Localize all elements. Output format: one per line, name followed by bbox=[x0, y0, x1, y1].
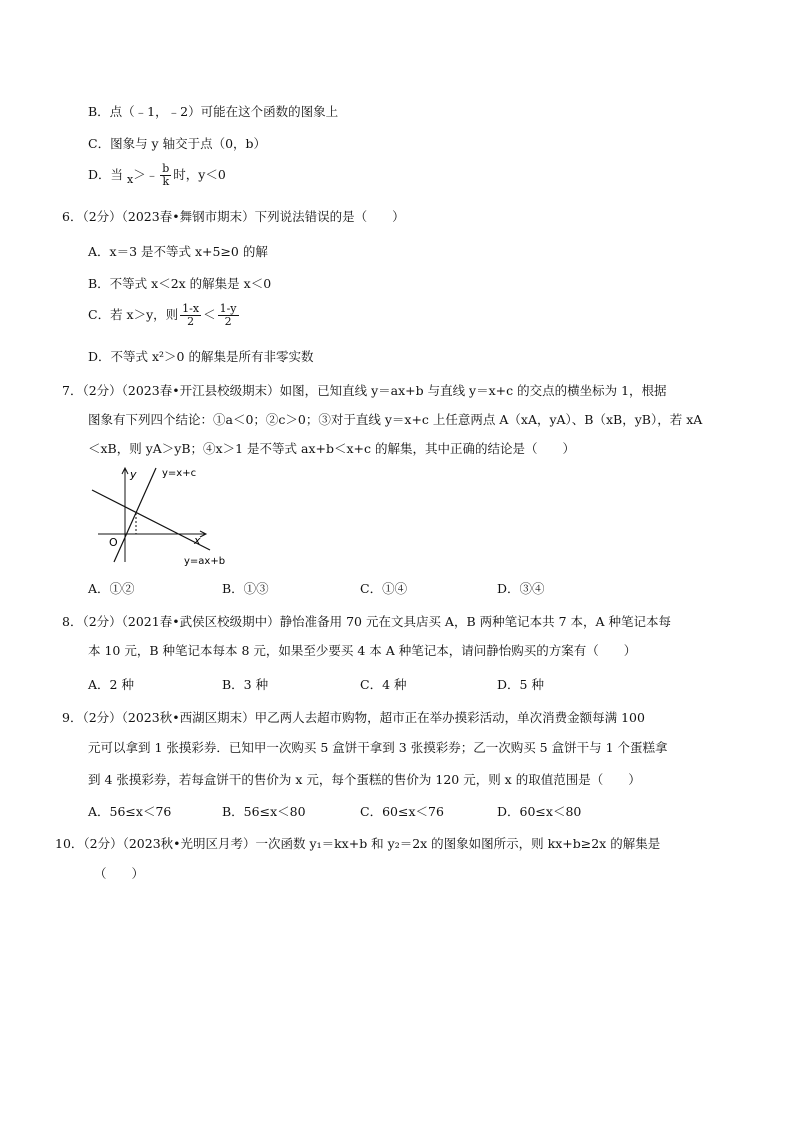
q6-option-d: D．不等式 x²＞0 的解集是所有非零实数 bbox=[88, 349, 314, 364]
q6-stem: 6．（2分）（2023春•舞钢市期末）下列说法错误的是（ ） bbox=[62, 209, 405, 224]
line-y-x-plus-c bbox=[114, 468, 156, 562]
q7-option-a: A．①② bbox=[88, 581, 135, 596]
q8-option-b: B．3 种 bbox=[222, 677, 269, 692]
q9-option-d: D．60≤x＜80 bbox=[497, 804, 582, 819]
q7-option-b: B．①③ bbox=[222, 581, 269, 596]
q5-option-d-suffix: 时，y＜0 bbox=[173, 167, 226, 182]
q8-option-d: D．5 种 bbox=[497, 677, 544, 692]
q5-option-c: C．图象与 y 轴交于点（0，b） bbox=[88, 136, 267, 151]
q8-option-a: A．2 种 bbox=[88, 677, 134, 692]
q6-option-c-fraction-1 bbox=[180, 303, 201, 328]
fraction-denominator: 2 bbox=[187, 315, 195, 328]
q8-stem-line2: 本 10 元，B 种笔记本每本 8 元，如果至少要买 4 本 A 种笔记本，请问静怡购买的方案有（ ） bbox=[88, 643, 637, 658]
graph-label-y: y bbox=[130, 468, 137, 481]
q6-option-c-fraction-2 bbox=[218, 303, 239, 328]
q6-option-a: A．x＝3 是不等式 x+5≥0 的解 bbox=[88, 244, 268, 259]
fraction-denominator: k bbox=[162, 175, 170, 188]
graph-label-origin: O bbox=[109, 536, 118, 549]
q9-stem-line3: 到 4 张摸彩券，若每盒饼干的售价为 x 元，每个蛋糕的售价为 120 元，则 x 的取值范围是（ ） bbox=[88, 772, 641, 787]
q6-option-c bbox=[88, 303, 241, 328]
q7-option-d: D．③④ bbox=[497, 581, 545, 596]
q8-option-c: C．4 种 bbox=[360, 677, 407, 692]
q9-stem-line1: 9．（2分）（2023秋•西湖区期末）甲乙两人去超市购物，超市正在举办摸彩活动，单次消费金额每满 100 bbox=[62, 710, 645, 725]
q5-option-d-x: x bbox=[127, 173, 134, 186]
graph-label-x: x bbox=[194, 534, 201, 547]
q9-option-b: B．56≤x＜80 bbox=[222, 804, 306, 819]
q5-option-d-gt: ＞﹣ bbox=[133, 167, 159, 182]
graph-label-line-x-plus-c: y=x+c bbox=[162, 468, 197, 479]
q7-graph bbox=[88, 462, 248, 572]
q10-stem-line1: 10．（2分）（2023秋•光明区月考）一次函数 y₁＝kx+b 和 y₂＝2x 的图象如图所示，则 kx+b≥2x 的解集是 bbox=[55, 836, 661, 851]
fraction-numerator: 1-x bbox=[182, 302, 200, 315]
q10-stem-line2: （ ） bbox=[94, 866, 145, 881]
q9-option-c: C．60≤x＜76 bbox=[360, 804, 444, 819]
q6-option-b: B．不等式 x＜2x 的解集是 x＜0 bbox=[88, 276, 272, 291]
q9-option-a: A．56≤x＜76 bbox=[88, 804, 172, 819]
q6-option-c-lt: ＜ bbox=[203, 307, 216, 322]
fraction-numerator: b bbox=[162, 162, 170, 175]
q5-option-d bbox=[88, 163, 226, 188]
q7-option-c: C．①④ bbox=[360, 581, 408, 596]
q6-option-c-prefix: C．若 x＞y，则 bbox=[88, 307, 179, 322]
fraction-denominator: 2 bbox=[224, 315, 232, 328]
q7-stem-line1: 7．（2分）（2023春•开江县校级期末）如图，已知直线 y＝ax+b 与直线 y＝x+c 的交点的横坐标为 1，根据 bbox=[62, 383, 667, 398]
fraction-numerator: 1-y bbox=[219, 302, 237, 315]
q9-stem-line2: 元可以拿到 1 张摸彩券．已知甲一次购买 5 盒饼干拿到 3 张摸彩券；乙一次购买 5 盒饼干与 1 个蛋糕拿 bbox=[88, 740, 668, 755]
graph-label-line-ax-plus-b: y=ax+b bbox=[184, 556, 226, 567]
q8-stem-line1: 8．（2分）（2021春•武侯区校级期中）静怡准备用 70 元在文具店买 A，B 两种笔记本共 7 本，A 种笔记本每 bbox=[62, 614, 672, 629]
q7-stem-line3: ＜xB，则 yA＞yB；④x＞1 是不等式 ax+b＜x+c 的解集，其中正确的结论是（ ） bbox=[88, 441, 575, 456]
q5-option-d-prefix: D．当 bbox=[88, 167, 124, 182]
q7-stem-line2: 图象有下列四个结论：①a＜0；②c＞0；③对于直线 y＝x+c 上任意两点 A（xA，yA）、B（xB，yB），若 xA bbox=[88, 412, 703, 427]
q5-option-d-fraction bbox=[160, 163, 171, 188]
q5-option-b: B．点（﹣1，﹣2）可能在这个函数的图象上 bbox=[88, 104, 339, 119]
